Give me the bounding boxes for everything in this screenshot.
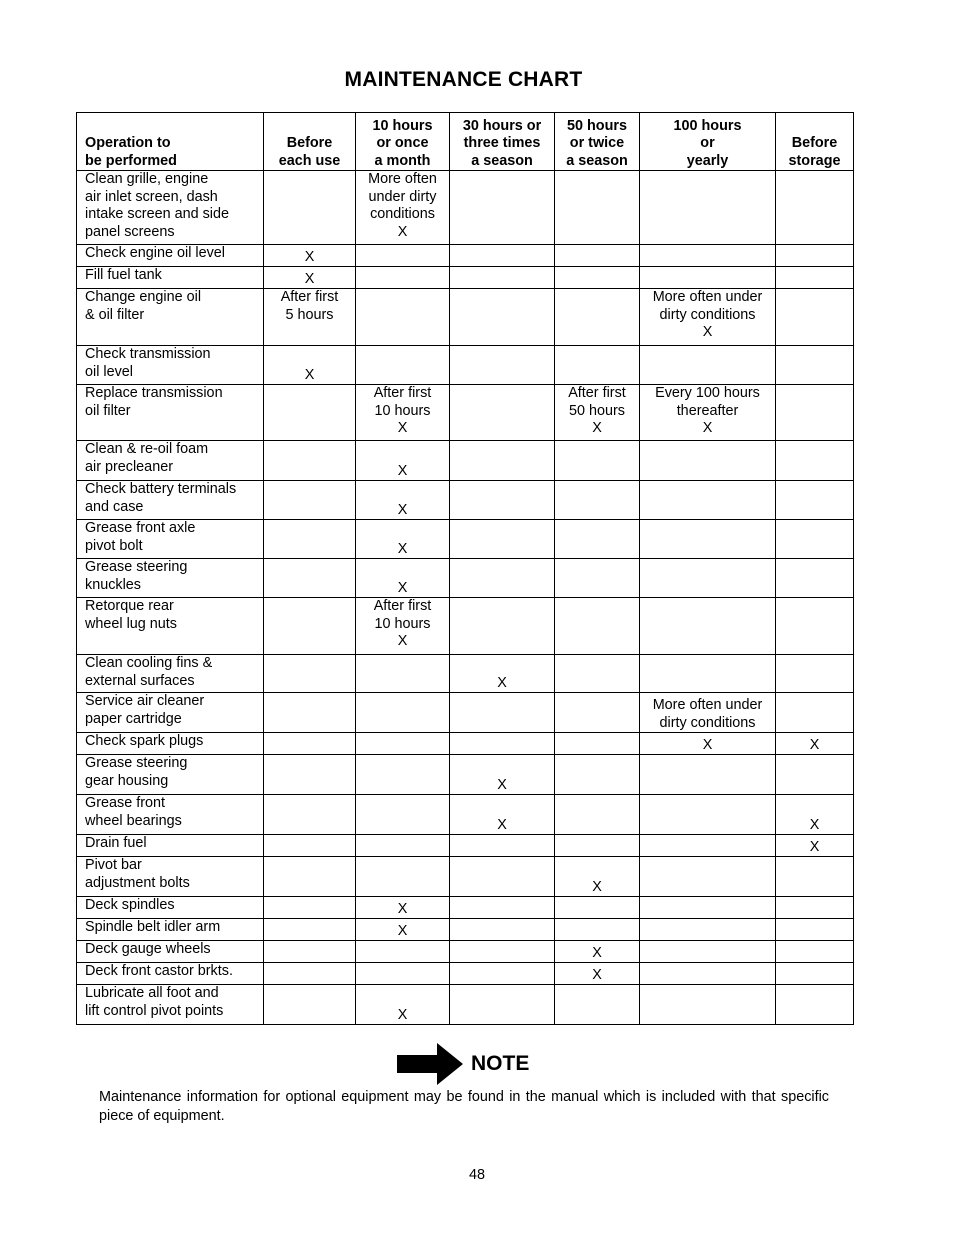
interval-cell bbox=[356, 857, 450, 897]
interval-cell bbox=[640, 481, 776, 520]
table-row bbox=[77, 289, 854, 346]
interval-cell bbox=[356, 941, 450, 963]
interval-cell: X bbox=[555, 963, 640, 985]
interval-cell bbox=[356, 755, 450, 795]
interval-cell bbox=[555, 598, 640, 655]
table-row bbox=[77, 441, 854, 481]
interval-cell bbox=[450, 963, 555, 985]
interval-cell bbox=[776, 346, 854, 385]
interval-cell bbox=[776, 755, 854, 795]
interval-cell: More often under dirty conditions X bbox=[356, 171, 450, 245]
interval-cell bbox=[264, 693, 356, 733]
interval-cell bbox=[776, 559, 854, 598]
interval-cell bbox=[450, 919, 555, 941]
interval-cell bbox=[356, 289, 450, 346]
interval-cell bbox=[776, 985, 854, 1025]
interval-cell bbox=[450, 171, 555, 245]
interval-cell bbox=[555, 289, 640, 346]
maintenance-chart-table bbox=[76, 112, 854, 1025]
interval-cell bbox=[776, 857, 854, 897]
interval-cell bbox=[356, 795, 450, 835]
interval-cell bbox=[264, 985, 356, 1025]
interval-cell bbox=[776, 171, 854, 245]
interval-cell bbox=[776, 385, 854, 441]
operation-cell: Fill fuel tank bbox=[77, 267, 264, 289]
operation-cell: Grease steering knuckles bbox=[77, 559, 264, 598]
interval-cell: X bbox=[356, 520, 450, 559]
interval-cell bbox=[555, 733, 640, 755]
interval-cell bbox=[776, 441, 854, 481]
interval-cell bbox=[640, 245, 776, 267]
interval-cell: After first 10 hours X bbox=[356, 385, 450, 441]
header-interval-5: 100 hours or yearly bbox=[640, 113, 776, 171]
interval-cell bbox=[450, 733, 555, 755]
interval-cell: X bbox=[450, 795, 555, 835]
table-row bbox=[77, 267, 854, 289]
table-row bbox=[77, 857, 854, 897]
table-row bbox=[77, 693, 854, 733]
table-row bbox=[77, 795, 854, 835]
interval-cell bbox=[356, 346, 450, 385]
interval-cell: X bbox=[555, 941, 640, 963]
interval-cell bbox=[450, 857, 555, 897]
table-row bbox=[77, 755, 854, 795]
interval-cell: X bbox=[450, 755, 555, 795]
interval-cell bbox=[640, 857, 776, 897]
interval-cell bbox=[555, 919, 640, 941]
operation-cell: Clean grille, engine air inlet screen, dash intake screen and side panel screens bbox=[77, 171, 264, 245]
interval-cell bbox=[555, 559, 640, 598]
header-interval-4: 50 hours or twice a season bbox=[555, 113, 640, 171]
interval-cell bbox=[450, 267, 555, 289]
table-row bbox=[77, 919, 854, 941]
interval-cell bbox=[776, 693, 854, 733]
header-operation: Operation to be performed bbox=[77, 113, 264, 171]
interval-cell bbox=[555, 245, 640, 267]
header-interval-1: Before each use bbox=[264, 113, 356, 171]
interval-cell: X bbox=[450, 655, 555, 693]
interval-cell bbox=[450, 385, 555, 441]
operation-cell: Service air cleaner paper cartridge bbox=[77, 693, 264, 733]
operation-cell: Check transmission oil level bbox=[77, 346, 264, 385]
interval-cell bbox=[450, 520, 555, 559]
operation-cell: Retorque rear wheel lug nuts bbox=[77, 598, 264, 655]
interval-cell bbox=[640, 171, 776, 245]
interval-cell bbox=[264, 835, 356, 857]
header-interval-3: 30 hours or three times a season bbox=[450, 113, 555, 171]
interval-cell bbox=[776, 245, 854, 267]
interval-cell bbox=[450, 985, 555, 1025]
operation-cell: Check spark plugs bbox=[77, 733, 264, 755]
interval-cell: X bbox=[356, 919, 450, 941]
interval-cell bbox=[555, 795, 640, 835]
interval-cell: More often under dirty conditions X bbox=[640, 289, 776, 346]
interval-cell bbox=[640, 941, 776, 963]
table-row bbox=[77, 835, 854, 857]
interval-cell bbox=[356, 963, 450, 985]
interval-cell bbox=[640, 267, 776, 289]
interval-cell bbox=[555, 481, 640, 520]
interval-cell bbox=[264, 897, 356, 919]
interval-cell bbox=[450, 941, 555, 963]
table-row bbox=[77, 941, 854, 963]
interval-cell: X bbox=[356, 985, 450, 1025]
interval-cell bbox=[450, 289, 555, 346]
interval-cell bbox=[356, 655, 450, 693]
operation-cell: Check battery terminals and case bbox=[77, 481, 264, 520]
interval-cell bbox=[450, 559, 555, 598]
interval-cell bbox=[450, 346, 555, 385]
interval-cell bbox=[640, 559, 776, 598]
interval-cell bbox=[640, 897, 776, 919]
interval-cell bbox=[640, 985, 776, 1025]
interval-cell bbox=[640, 346, 776, 385]
table-row bbox=[77, 520, 854, 559]
interval-cell: After first 10 hours X bbox=[356, 598, 450, 655]
table-row bbox=[77, 598, 854, 655]
interval-cell: X bbox=[264, 346, 356, 385]
operation-cell: Grease front wheel bearings bbox=[77, 795, 264, 835]
operation-cell: Lubricate all foot and lift control pivot points bbox=[77, 985, 264, 1025]
interval-cell bbox=[776, 267, 854, 289]
interval-cell: X bbox=[555, 857, 640, 897]
interval-cell bbox=[776, 963, 854, 985]
page-number: 48 bbox=[468, 1167, 485, 1183]
interval-cell: Every 100 hours thereafter X bbox=[640, 385, 776, 441]
interval-cell bbox=[640, 441, 776, 481]
interval-cell bbox=[640, 963, 776, 985]
interval-cell bbox=[555, 755, 640, 795]
interval-cell bbox=[264, 963, 356, 985]
interval-cell bbox=[450, 693, 555, 733]
interval-cell bbox=[640, 755, 776, 795]
operation-cell: Grease front axle pivot bolt bbox=[77, 520, 264, 559]
interval-cell bbox=[356, 835, 450, 857]
interval-cell: X bbox=[776, 835, 854, 857]
interval-cell bbox=[776, 598, 854, 655]
table-row bbox=[77, 655, 854, 693]
interval-cell bbox=[776, 520, 854, 559]
interval-cell bbox=[264, 598, 356, 655]
operation-cell: Clean cooling fins & external surfaces bbox=[77, 655, 264, 693]
operation-cell: Grease steering gear housing bbox=[77, 755, 264, 795]
table-row bbox=[77, 171, 854, 245]
interval-cell: X bbox=[640, 733, 776, 755]
interval-cell bbox=[264, 857, 356, 897]
interval-cell bbox=[555, 655, 640, 693]
interval-cell bbox=[264, 559, 356, 598]
interval-cell bbox=[264, 655, 356, 693]
interval-cell bbox=[264, 520, 356, 559]
table-row bbox=[77, 385, 854, 441]
interval-cell: More often under dirty conditions bbox=[640, 693, 776, 733]
interval-cell: X bbox=[356, 481, 450, 520]
interval-cell bbox=[264, 441, 356, 481]
operation-cell: Replace transmission oil filter bbox=[77, 385, 264, 441]
interval-cell bbox=[264, 481, 356, 520]
interval-cell bbox=[776, 289, 854, 346]
interval-cell bbox=[776, 481, 854, 520]
interval-cell bbox=[640, 795, 776, 835]
right-arrow-icon bbox=[397, 1043, 463, 1085]
interval-cell: X bbox=[264, 245, 356, 267]
note-label: NOTE bbox=[471, 1052, 530, 1075]
interval-cell bbox=[555, 985, 640, 1025]
interval-cell bbox=[640, 919, 776, 941]
interval-cell bbox=[640, 598, 776, 655]
interval-cell: X bbox=[264, 267, 356, 289]
header-interval-2: 10 hours or once a month bbox=[356, 113, 450, 171]
interval-cell bbox=[555, 441, 640, 481]
interval-cell bbox=[555, 171, 640, 245]
interval-cell bbox=[450, 245, 555, 267]
interval-cell bbox=[776, 919, 854, 941]
operation-cell: Deck front castor brkts. bbox=[77, 963, 264, 985]
interval-cell bbox=[356, 267, 450, 289]
interval-cell bbox=[555, 520, 640, 559]
operation-cell: Pivot bar adjustment bolts bbox=[77, 857, 264, 897]
interval-cell: After first 5 hours bbox=[264, 289, 356, 346]
table-row bbox=[77, 733, 854, 755]
interval-cell bbox=[356, 733, 450, 755]
interval-cell bbox=[356, 693, 450, 733]
interval-cell bbox=[356, 245, 450, 267]
interval-cell bbox=[555, 346, 640, 385]
interval-cell bbox=[450, 897, 555, 919]
operation-cell: Change engine oil & oil filter bbox=[77, 289, 264, 346]
interval-cell: After first 50 hours X bbox=[555, 385, 640, 441]
interval-cell bbox=[264, 733, 356, 755]
interval-cell bbox=[264, 755, 356, 795]
interval-cell bbox=[555, 267, 640, 289]
interval-cell bbox=[264, 385, 356, 441]
table-row bbox=[77, 346, 854, 385]
interval-cell bbox=[555, 835, 640, 857]
interval-cell bbox=[640, 520, 776, 559]
interval-cell bbox=[450, 835, 555, 857]
interval-cell bbox=[555, 897, 640, 919]
operation-cell: Deck spindles bbox=[77, 897, 264, 919]
interval-cell bbox=[776, 941, 854, 963]
table-row bbox=[77, 897, 854, 919]
operation-cell: Spindle belt idler arm bbox=[77, 919, 264, 941]
interval-cell bbox=[450, 441, 555, 481]
table-header-row bbox=[77, 113, 854, 171]
interval-cell bbox=[555, 693, 640, 733]
table-row bbox=[77, 963, 854, 985]
interval-cell: X bbox=[356, 559, 450, 598]
operation-cell: Deck gauge wheels bbox=[77, 941, 264, 963]
interval-cell bbox=[640, 835, 776, 857]
table-body bbox=[77, 171, 854, 1025]
interval-cell bbox=[264, 171, 356, 245]
interval-cell bbox=[264, 919, 356, 941]
header-interval-6: Before storage bbox=[776, 113, 854, 171]
interval-cell bbox=[776, 655, 854, 693]
interval-cell: X bbox=[776, 733, 854, 755]
table-row bbox=[77, 245, 854, 267]
table-row bbox=[77, 481, 854, 520]
table-row bbox=[77, 559, 854, 598]
interval-cell: X bbox=[356, 441, 450, 481]
interval-cell bbox=[640, 655, 776, 693]
interval-cell bbox=[264, 795, 356, 835]
page-title: MAINTENANCE CHART bbox=[344, 68, 583, 91]
interval-cell: X bbox=[356, 897, 450, 919]
interval-cell bbox=[776, 897, 854, 919]
interval-cell bbox=[264, 941, 356, 963]
note-text: Maintenance information for optional equipment may be found in the manual which is included with that specific piece of equipment. bbox=[99, 1089, 829, 1124]
operation-cell: Check engine oil level bbox=[77, 245, 264, 267]
operation-cell: Drain fuel bbox=[77, 835, 264, 857]
interval-cell bbox=[450, 598, 555, 655]
operation-cell: Clean & re-oil foam air precleaner bbox=[77, 441, 264, 481]
table-row bbox=[77, 985, 854, 1025]
note-heading bbox=[397, 1043, 529, 1085]
interval-cell: X bbox=[776, 795, 854, 835]
interval-cell bbox=[450, 481, 555, 520]
